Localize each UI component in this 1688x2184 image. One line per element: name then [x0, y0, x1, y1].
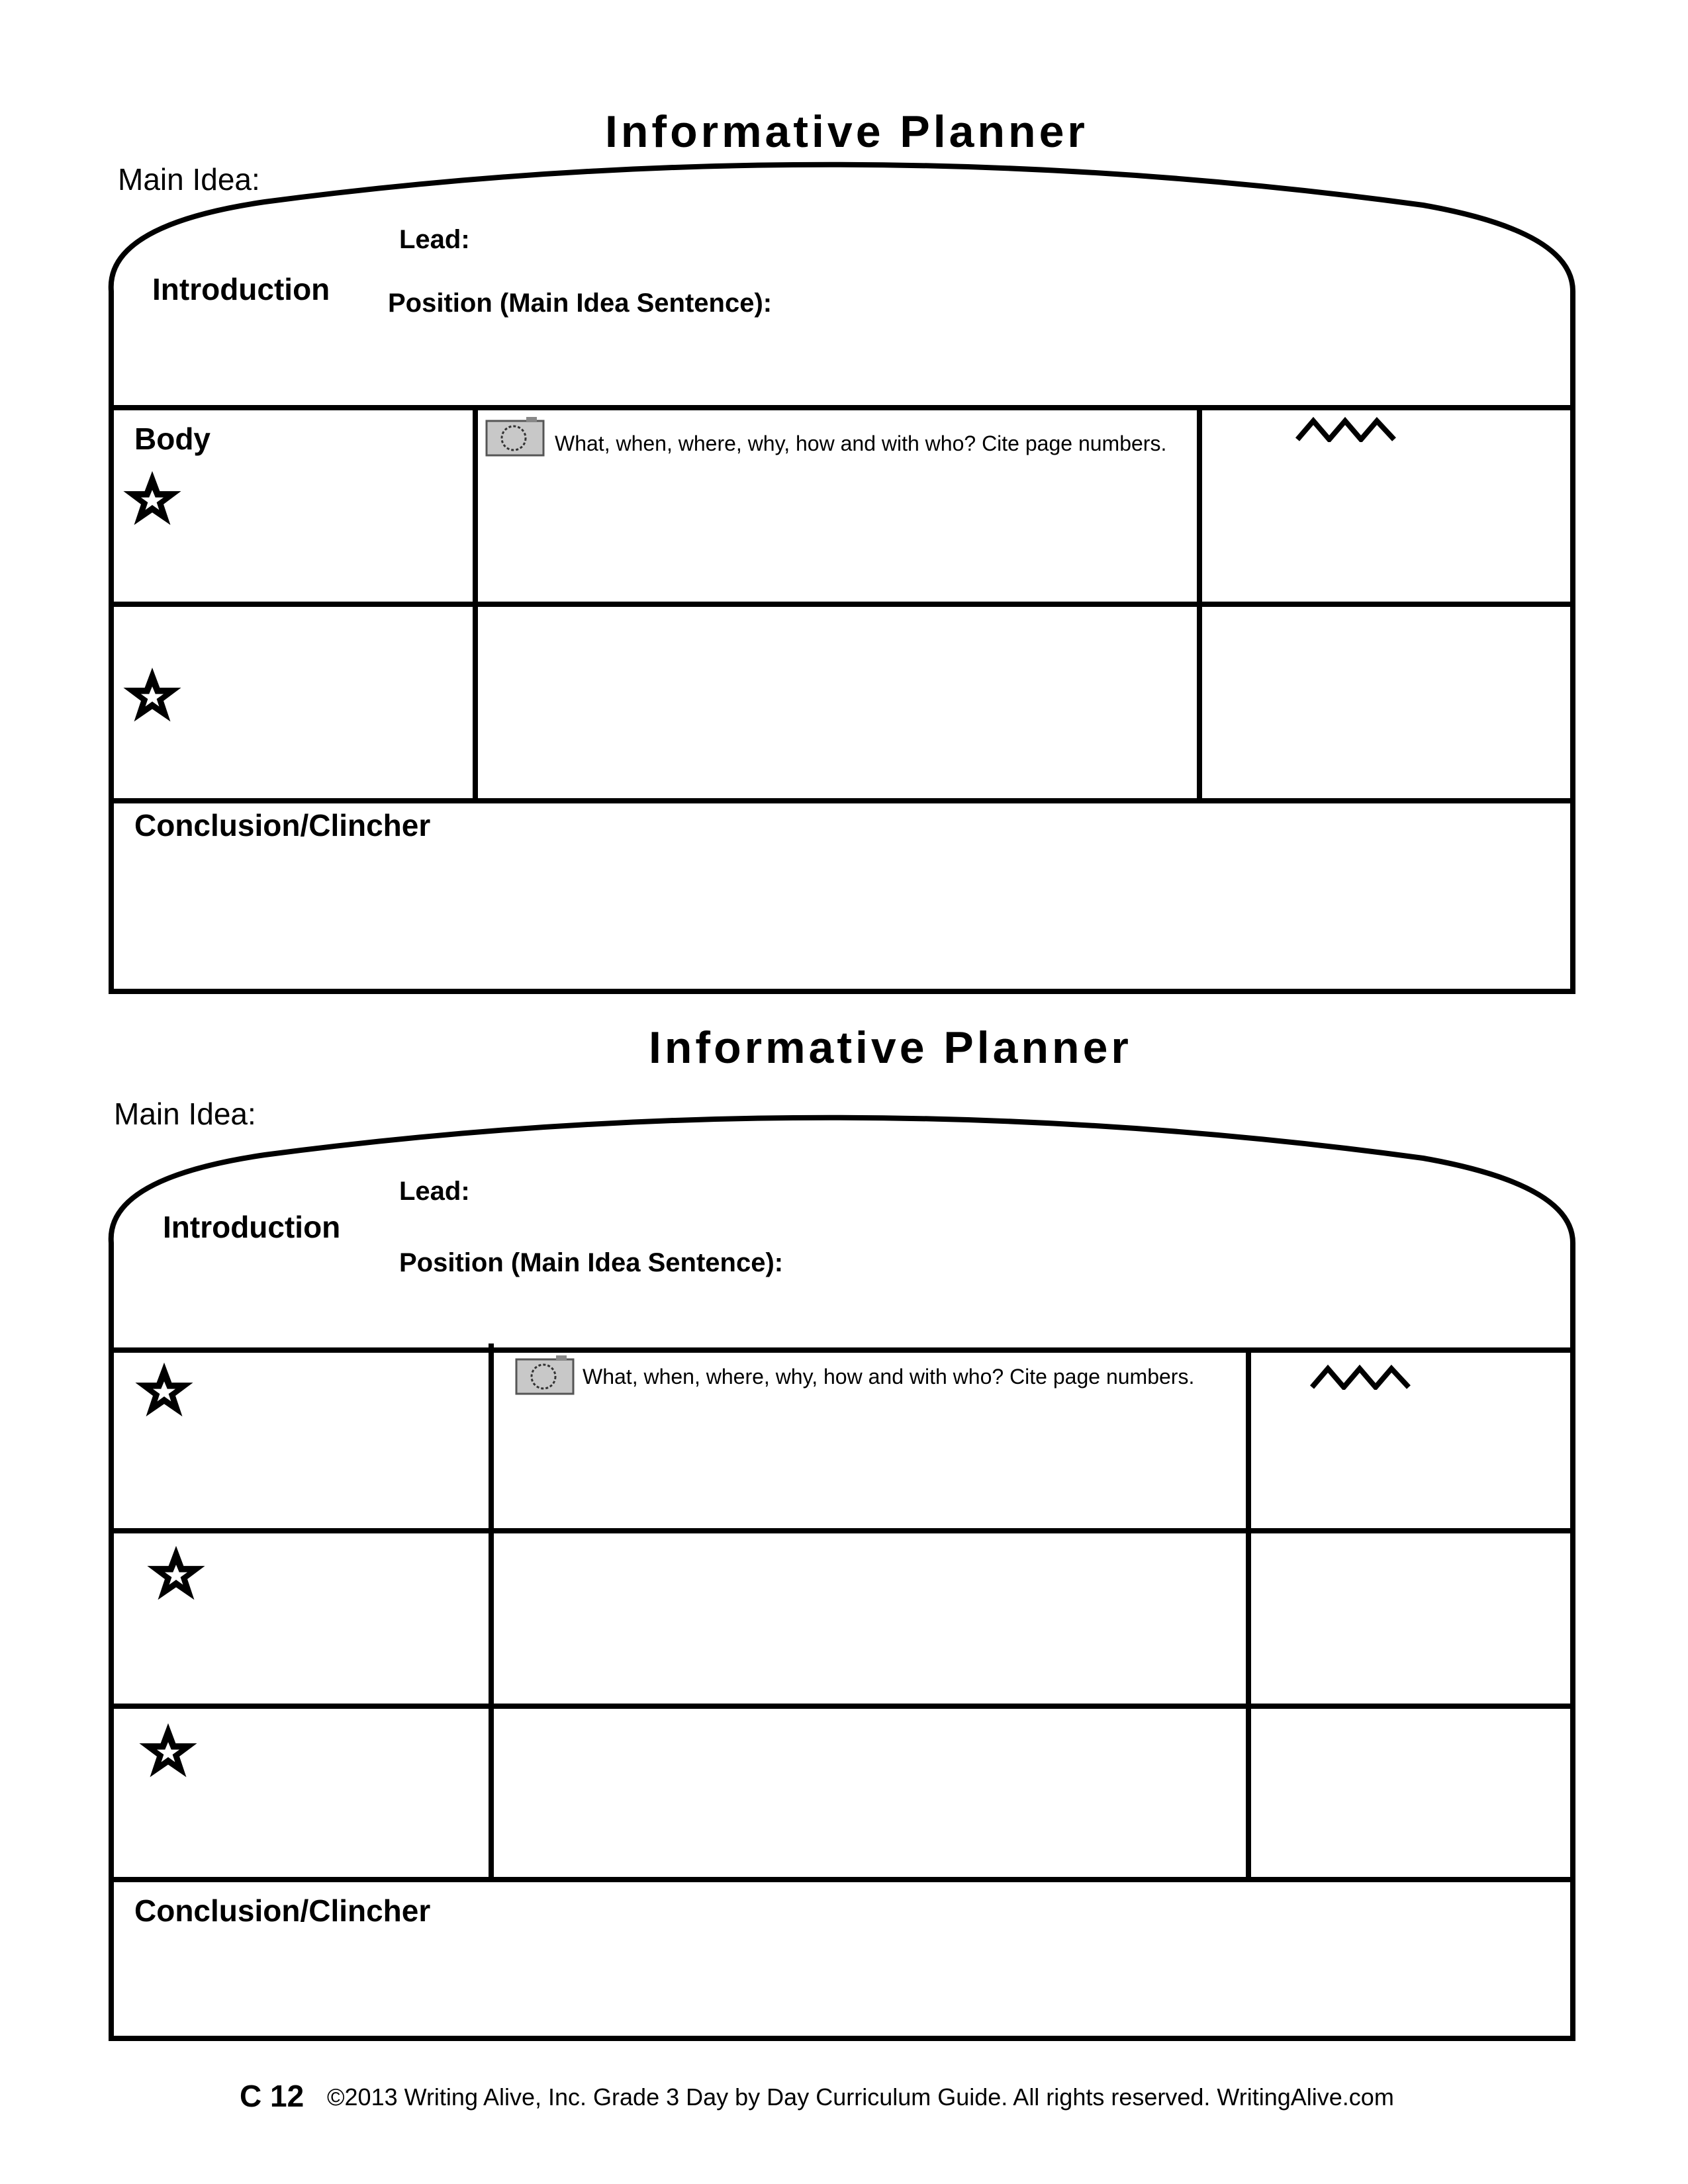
planner-2-prompt: What, when, where, why, how and with who? Cite page numbers. [583, 1365, 1195, 1388]
planner-1-outline [111, 165, 1573, 991]
star-icon [120, 665, 184, 725]
star-icon [120, 469, 184, 528]
planner-1-conclusion-label: Conclusion/Clincher [134, 808, 431, 842]
star-icon [144, 1543, 208, 1603]
planner-2-title: Informative Planner [649, 1023, 1132, 1073]
planner-2-position-label: Position (Main Idea Sentence): [399, 1248, 784, 1277]
planner-2-introduction-label: Introduction [163, 1210, 341, 1244]
planner-2-conclusion-label: Conclusion/Clincher [134, 1893, 431, 1928]
star-icon [136, 1721, 200, 1780]
planner-1-main-idea-label: Main Idea: [118, 162, 260, 197]
camera-icon [485, 416, 545, 457]
planner-1-body-label: Body [134, 422, 211, 456]
zigzag-icon [1309, 1363, 1415, 1390]
footer-page-code: C 12 [240, 2079, 305, 2113]
planner-1-introduction-label: Introduction [152, 272, 330, 306]
star-icon [132, 1360, 196, 1420]
planner-1-prompt: What, when, where, why, how and with who? Cite page numbers. [555, 432, 1167, 455]
planner-2-lead-label: Lead: [399, 1177, 470, 1206]
zigzag-icon [1295, 416, 1401, 442]
planner-1-lead-label: Lead: [399, 225, 470, 254]
footer-copyright: ©2013 Writing Alive, Inc. Grade 3 Day by Day Curriculum Guide. All rights reserved. WritingAlive.com [327, 2083, 1394, 2111]
camera-icon [515, 1354, 575, 1395]
planner-1-title: Informative Planner [605, 107, 1088, 157]
planner-2-main-idea-label: Main Idea: [114, 1097, 256, 1131]
planner-1-position-label: Position (Main Idea Sentence): [388, 289, 773, 318]
